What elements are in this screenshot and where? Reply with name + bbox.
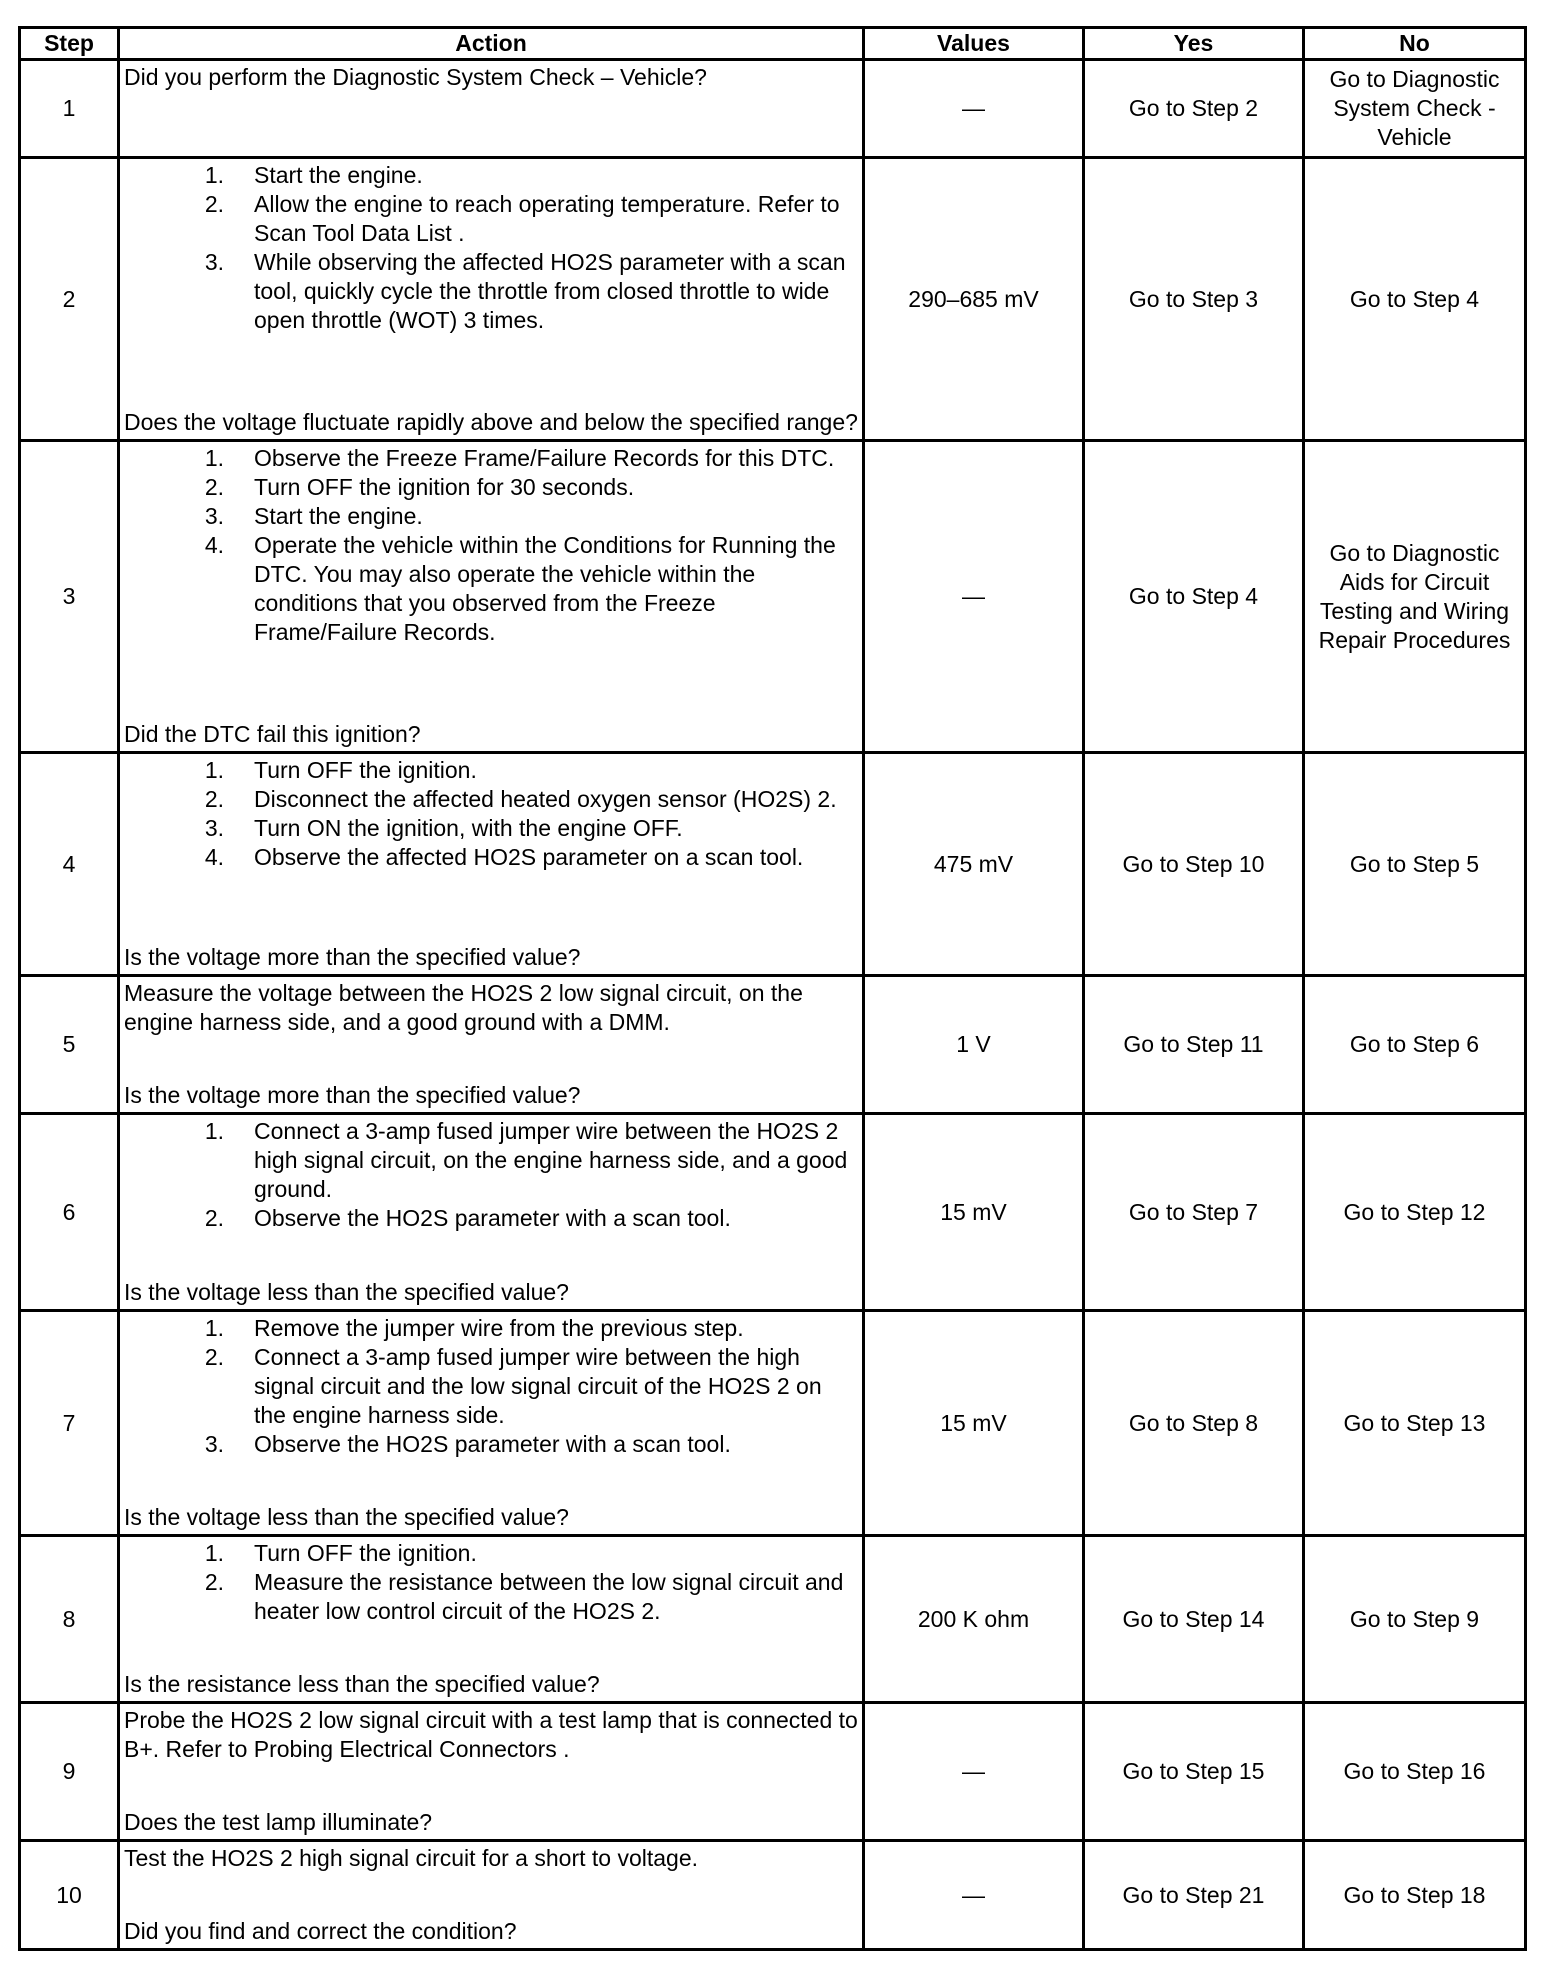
list-item	[124, 444, 858, 473]
list-item	[124, 1430, 858, 1459]
table-row	[20, 976, 1526, 1114]
action-question: Does the voltage fluctuate rapidly above and below the specified range?	[124, 409, 858, 435]
action-text: Test the HO2S 2 high signal circuit for a short to voltage.	[124, 1845, 699, 1871]
no-cell: Go to Step 18	[1304, 1841, 1526, 1950]
header-action: Action	[119, 28, 864, 60]
list-item	[124, 1343, 858, 1430]
list-item	[124, 814, 858, 843]
no-cell: Go to Step 6	[1304, 976, 1526, 1114]
header-values: Values	[864, 28, 1084, 60]
item-number: 1.	[204, 1540, 224, 1566]
item-text: While observing the affected HO2S parameter with a scan tool, quickly cycle the throttle from closed throttle to wide open throttle (WOT) 3 times.	[254, 249, 846, 333]
item-number: 3.	[204, 503, 224, 529]
diagnostic-table	[18, 26, 1527, 1951]
action-question: Is the resistance less than the specified value?	[124, 1671, 600, 1697]
action-steps	[124, 1539, 858, 1626]
item-number: 1.	[204, 162, 224, 188]
action-cell	[119, 158, 864, 441]
value-cell: —	[864, 1841, 1084, 1950]
action-cell	[119, 1841, 864, 1950]
value-cell: 1 V	[864, 976, 1084, 1114]
item-text: Measure the resistance between the low signal circuit and heater low control circuit of the HO2S 2.	[254, 1569, 844, 1624]
list-item	[124, 1204, 858, 1233]
item-number: 3.	[204, 249, 224, 275]
value-cell: —	[864, 1703, 1084, 1841]
item-text: Connect a 3-amp fused jumper wire between the HO2S 2 high signal circuit, on the engine harness side, and a good ground.	[254, 1118, 848, 1202]
table-row	[20, 753, 1526, 976]
action-question: Is the voltage more than the specified value?	[124, 944, 581, 970]
action-cell	[119, 976, 864, 1114]
item-text: Remove the jumper wire from the previous step.	[254, 1315, 744, 1341]
yes-cell: Go to Step 3	[1084, 158, 1304, 441]
no-cell: Go to Diagnostic Aids for Circuit Testing and Wiring Repair Procedures	[1304, 441, 1526, 753]
item-text: Observe the HO2S parameter with a scan tool.	[254, 1431, 731, 1457]
list-item	[124, 1568, 858, 1626]
value-cell: 200 K ohm	[864, 1536, 1084, 1703]
step-number: 6	[20, 1114, 119, 1311]
item-text: Observe the HO2S parameter with a scan tool.	[254, 1205, 731, 1231]
action-question: Did you find and correct the condition?	[124, 1918, 517, 1944]
action-cell	[119, 1703, 864, 1841]
list-item	[124, 531, 858, 647]
item-text: Start the engine.	[254, 162, 423, 188]
yes-cell: Go to Step 11	[1084, 976, 1304, 1114]
table-row	[20, 158, 1526, 441]
list-item	[124, 756, 858, 785]
table-row	[20, 1841, 1526, 1950]
yes-cell: Go to Step 2	[1084, 60, 1304, 158]
item-text: Disconnect the affected heated oxygen sensor (HO2S) 2.	[254, 786, 837, 812]
action-question: Is the voltage more than the specified value?	[124, 1082, 581, 1108]
item-number: 4.	[204, 532, 224, 558]
item-number: 3.	[204, 1431, 224, 1457]
no-cell: Go to Step 13	[1304, 1311, 1526, 1536]
header-row	[20, 28, 1526, 60]
action-steps	[124, 1117, 858, 1233]
item-number: 2.	[204, 1569, 224, 1595]
item-text: Start the engine.	[254, 503, 423, 529]
item-number: 3.	[204, 815, 224, 841]
action-question: Does the test lamp illuminate?	[124, 1809, 433, 1835]
item-number: 1.	[204, 445, 224, 471]
no-cell: Go to Step 5	[1304, 753, 1526, 976]
list-item	[124, 190, 858, 248]
step-number: 8	[20, 1536, 119, 1703]
no-cell: Go to Step 16	[1304, 1703, 1526, 1841]
yes-cell: Go to Step 4	[1084, 441, 1304, 753]
no-cell: Go to Step 4	[1304, 158, 1526, 441]
yes-cell: Go to Step 14	[1084, 1536, 1304, 1703]
item-text: Turn ON the ignition, with the engine OFF.	[254, 815, 683, 841]
action-cell	[119, 1536, 864, 1703]
step-number: 2	[20, 158, 119, 441]
item-number: 1.	[204, 757, 224, 783]
step-number: 1	[20, 60, 119, 158]
item-text: Allow the engine to reach operating temperature. Refer to Scan Tool Data List .	[254, 191, 840, 246]
no-cell: Go to Step 9	[1304, 1536, 1526, 1703]
action-cell	[119, 1311, 864, 1536]
item-number: 2.	[204, 474, 224, 500]
action-steps	[124, 1314, 858, 1459]
diagnostic-table-sheet	[18, 26, 1524, 1951]
list-item	[124, 785, 858, 814]
item-number: 2.	[204, 1344, 224, 1370]
item-text: Turn OFF the ignition for 30 seconds.	[254, 474, 635, 500]
action-text: Did you perform the Diagnostic System Check – Vehicle?	[124, 64, 707, 90]
list-item	[124, 1117, 858, 1204]
step-number: 5	[20, 976, 119, 1114]
table-row	[20, 1536, 1526, 1703]
step-number: 3	[20, 441, 119, 753]
list-item	[124, 248, 858, 335]
step-number: 7	[20, 1311, 119, 1536]
item-text: Operate the vehicle within the Conditions for Running the DTC. You may also operate the vehicle within the conditions that you observed from the Freeze Frame/Failure Records.	[254, 532, 836, 645]
table-row	[20, 1114, 1526, 1311]
header-no: No	[1304, 28, 1526, 60]
value-cell: 290–685 mV	[864, 158, 1084, 441]
list-item	[124, 843, 858, 872]
item-text: Observe the affected HO2S parameter on a scan tool.	[254, 844, 804, 870]
list-item	[124, 161, 858, 190]
value-cell: 475 mV	[864, 753, 1084, 976]
action-question: Is the voltage less than the specified value?	[124, 1504, 569, 1530]
list-item	[124, 1314, 858, 1343]
value-cell: —	[864, 60, 1084, 158]
action-cell	[119, 753, 864, 976]
table-row	[20, 441, 1526, 753]
item-number: 2.	[204, 191, 224, 217]
item-text: Observe the Freeze Frame/Failure Records for this DTC.	[254, 445, 835, 471]
table-row	[20, 60, 1526, 158]
action-steps	[124, 161, 858, 335]
action-steps	[124, 756, 858, 872]
item-text: Connect a 3-amp fused jumper wire between the high signal circuit and the low signal circuit of the HO2S 2 on the engine harness side.	[254, 1344, 822, 1428]
table-row	[20, 1703, 1526, 1841]
no-cell: Go to Diagnostic System Check - Vehicle	[1304, 60, 1526, 158]
table-row	[20, 1311, 1526, 1536]
list-item	[124, 502, 858, 531]
step-number: 4	[20, 753, 119, 976]
yes-cell: Go to Step 10	[1084, 753, 1304, 976]
action-question: Is the voltage less than the specified value?	[124, 1279, 569, 1305]
item-number: 1.	[204, 1315, 224, 1341]
list-item	[124, 473, 858, 502]
no-cell: Go to Step 12	[1304, 1114, 1526, 1311]
action-question: Did the DTC fail this ignition?	[124, 721, 421, 747]
step-number: 10	[20, 1841, 119, 1950]
item-number: 1.	[204, 1118, 224, 1144]
item-text: Turn OFF the ignition.	[254, 1540, 477, 1566]
action-text: Probe the HO2S 2 low signal circuit with a test lamp that is connected to B+. Refer to Probing Electrical Connectors .	[124, 1707, 858, 1762]
header-yes: Yes	[1084, 28, 1304, 60]
yes-cell: Go to Step 21	[1084, 1841, 1304, 1950]
value-cell: 15 mV	[864, 1114, 1084, 1311]
yes-cell: Go to Step 7	[1084, 1114, 1304, 1311]
item-text: Turn OFF the ignition.	[254, 757, 477, 783]
item-number: 2.	[204, 786, 224, 812]
list-item	[124, 1539, 858, 1568]
step-number: 9	[20, 1703, 119, 1841]
action-steps	[124, 444, 858, 647]
item-number: 4.	[204, 844, 224, 870]
value-cell: —	[864, 441, 1084, 753]
action-text: Measure the voltage between the HO2S 2 low signal circuit, on the engine harness side, and a good ground with a DMM.	[124, 980, 803, 1035]
action-cell	[119, 441, 864, 753]
yes-cell: Go to Step 15	[1084, 1703, 1304, 1841]
action-cell	[119, 60, 864, 158]
item-number: 2.	[204, 1205, 224, 1231]
action-cell	[119, 1114, 864, 1311]
yes-cell: Go to Step 8	[1084, 1311, 1304, 1536]
value-cell: 15 mV	[864, 1311, 1084, 1536]
header-step: Step	[20, 28, 119, 60]
